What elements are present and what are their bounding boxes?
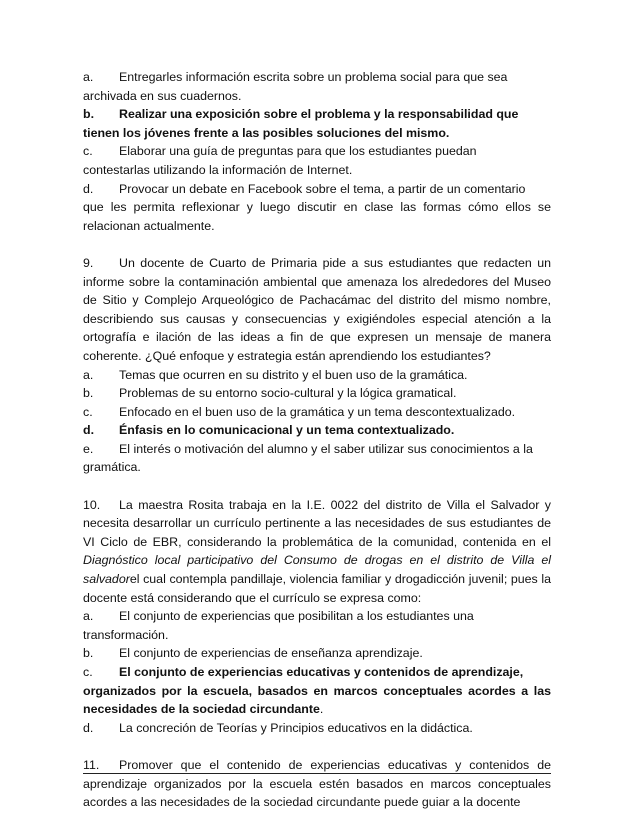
option-continuation-bold: organizados por la escuela, basados en marcos conceptuales acordes a las necesidades de la sociedad circundante [83, 683, 551, 717]
option-text: El interés o motivación del alumno y el saber utilizar sus conocimientos a la [119, 441, 533, 456]
option-letter: a. [83, 367, 94, 382]
option-letter: b. [83, 107, 95, 122]
question-number: 9. [83, 255, 94, 270]
option-text: El conjunto de experiencias que posibilitan a los estudiantes una [119, 609, 474, 624]
option-continuation: archivada en sus cuadernos. [83, 88, 242, 103]
option-text: El conjunto de experiencias de enseñanza aprendizaje. [119, 646, 423, 661]
option-continuation-end: . [319, 702, 324, 717]
footer-divider [83, 773, 551, 774]
option-a [83, 607, 551, 626]
document-page [83, 68, 551, 812]
option-text: Énfasis en lo comunicacional y un tema contextualizado. [119, 423, 455, 438]
question-9-stem [83, 254, 551, 366]
option-d [83, 180, 551, 199]
option-c [83, 403, 551, 422]
option-letter: d. [83, 720, 94, 735]
option-continuation [83, 682, 551, 719]
option-letter: c. [83, 665, 93, 679]
option-c-answer [83, 663, 551, 682]
option-text: Entregarles información escrita sobre un problema social para que sea [119, 70, 508, 84]
question-text: Promover que el contenido de experiencias educativas y contenidos de aprendizaje organizados por la escuela estén basados en marcos conceptuales acordes a las necesidades de la sociedad circundante puede guiar a la docente [83, 757, 551, 810]
option-letter: a. [83, 609, 94, 624]
option-b-answer [83, 105, 551, 124]
option-continuation: contestarlas utilizando la información de Internet. [83, 162, 353, 177]
option-letter: b. [83, 386, 94, 401]
option-text: Realizar una exposición sobre el problema y la responsabilidad que [119, 107, 519, 122]
option-text: Enfocado en el buen uso de la gramática y un tema descontextualizado. [119, 404, 516, 419]
question-text-continued: el cual contempla pandillaje, violencia familiar y drogadicción juvenil; pues la docente está considerando que el currículo se expresa como: [83, 572, 551, 605]
question-11-stem [83, 756, 551, 812]
option-letter: b. [83, 646, 94, 661]
option-letter: c. [83, 144, 93, 159]
option-continuation: gramática. [83, 460, 141, 475]
option-a [83, 68, 551, 87]
option-text: Temas que ocurren en su distrito y el buen uso de la gramática. [119, 367, 468, 382]
option-text: La concreción de Teorías y Principios educativos en la didáctica. [119, 720, 473, 735]
option-letter: e. [83, 441, 94, 456]
option-text: Problemas de su entorno socio-cultural y la lógica gramatical. [119, 386, 457, 401]
document-title-italic: Diagnóstico local participativo del Consumo de drogas en el distrito de Villa el salvador [83, 553, 551, 587]
option-continuation: transformación. [83, 627, 169, 642]
option-letter: d. [83, 181, 94, 196]
option-letter: a. [83, 70, 94, 84]
option-text: Provocar un debate en Facebook sobre el tema, a partir de un comentario [119, 181, 526, 196]
option-b [83, 384, 551, 403]
option-text: Elaborar una guía de preguntas para que los estudiantes puedan [119, 144, 477, 159]
question-text: La maestra Rosita trabaja en la I.E. 0022 del distrito de Villa el Salvador y necesita desarrollar un currículo pertinente a las necesidades de sus estudiantes de VI Ciclo de EBR, considerando la problemática de la comunidad, contenida en el [83, 497, 551, 549]
question-number: 11. [83, 757, 100, 772]
option-continuation: que les permita reflexionar y luego discutir en clase las formas cómo ellos se relacionan actualmente. [83, 200, 551, 233]
question-10-stem [83, 496, 551, 608]
option-b [83, 644, 551, 663]
option-a [83, 366, 551, 385]
question-number: 10. [83, 497, 101, 512]
option-d-answer [83, 421, 551, 440]
option-d [83, 719, 551, 738]
option-letter: d. [83, 423, 95, 438]
option-c [83, 142, 551, 161]
option-letter: c. [83, 404, 93, 419]
option-e [83, 440, 551, 459]
question-text: Un docente de Cuarto de Primaria pide a sus estudiantes que redacten un informe sobre la contaminación ambiental que amenaza los alrededores del Museo de Sitio y Complejo Arqueológico de Pachacámac del distrito del mismo nombre, describiendo sus causas y consecuencias y exigiéndoles especial atención a la ortografía e ilación de las ideas a fin de que expresen un mensaje de manera coherente. ¿Qué enfoque y estrategia están aprendiendo los estudiantes? [83, 255, 551, 363]
option-continuation: tienen los jóvenes frente a las posibles soluciones del mismo. [83, 125, 450, 140]
option-text: El conjunto de experiencias educativas y contenidos de aprendizaje, [119, 665, 524, 679]
